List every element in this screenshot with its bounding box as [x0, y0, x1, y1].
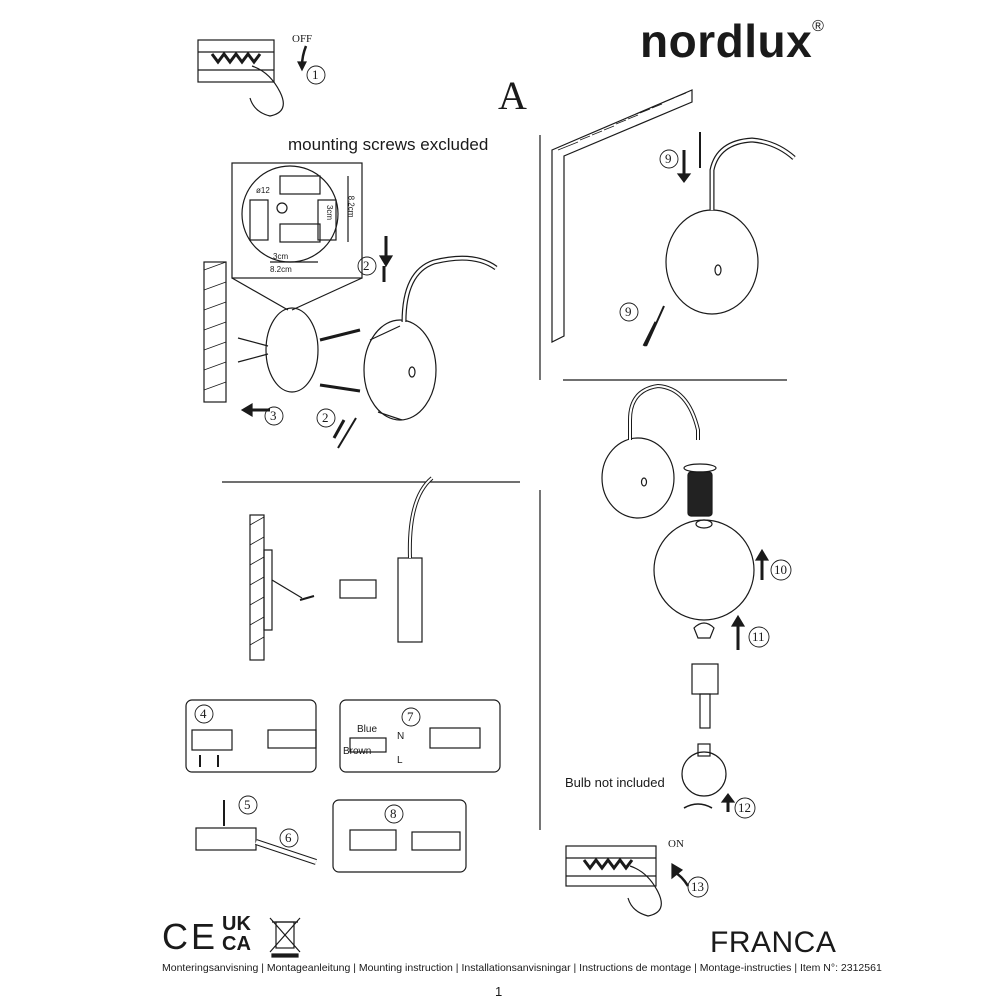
wire-label-n: N — [397, 731, 405, 742]
dim-h-small: 3cm — [273, 252, 289, 261]
lamp-assembly-illustration — [602, 386, 768, 812]
step-10: 10 — [774, 562, 787, 577]
wire-label-brown: Brown — [343, 746, 372, 757]
step-9b: 9 — [625, 304, 632, 319]
fuse-box-off-illustration — [198, 40, 306, 116]
dim-v-small: 3cm — [325, 204, 335, 221]
step-2b: 2 — [322, 410, 329, 425]
step-5: 5 — [244, 797, 251, 812]
page-number: 1 — [495, 984, 503, 999]
ukca-mark-bottom: CA — [222, 933, 251, 955]
step-13: 13 — [691, 879, 704, 894]
ce-mark: CE — [162, 916, 219, 957]
brand-name: nordlux — [640, 15, 813, 67]
step-3: 3 — [270, 408, 277, 423]
dim-h-large: 8.2cm — [270, 265, 292, 274]
fuse-box-on-illustration — [566, 846, 688, 916]
step-1: 1 — [312, 67, 319, 82]
wall-mount-illustration — [204, 262, 360, 416]
switch-on-label: ON — [668, 838, 684, 850]
step-8: 8 — [390, 806, 397, 821]
dim-v-large: 8.2cm — [346, 195, 356, 218]
wire-label-l: L — [397, 755, 403, 766]
wall-corner-illustration — [552, 90, 794, 346]
weee-bin-icon — [270, 918, 300, 957]
section-letter: A — [498, 73, 527, 118]
switch-off-label: OFF — [292, 33, 313, 45]
dimension-drawing — [232, 163, 362, 310]
screws-note: mounting screws excluded — [288, 135, 489, 154]
registered-mark: ® — [812, 18, 825, 35]
panel-step-7 — [340, 700, 500, 772]
product-name: FRANCA — [710, 926, 837, 959]
step-9a: 9 — [665, 151, 672, 166]
step-12: 12 — [738, 800, 751, 815]
step-4: 4 — [200, 706, 207, 721]
step-11: 11 — [752, 629, 765, 644]
step-7: 7 — [407, 709, 414, 724]
footer-text: Monteringsanvisning | Montageanleitung | Mounting instruction | Installationsanvisningar | Instructions de montage | Montage-instructies | Item N°: 2312561 — [162, 962, 882, 974]
side-view-illustration — [250, 478, 432, 660]
wire-label-blue: Blue — [357, 724, 378, 735]
terminal-details — [192, 728, 480, 862]
brand-logo — [640, 14, 824, 68]
ukca-mark-top: UK — [222, 913, 251, 935]
step-6: 6 — [285, 830, 292, 845]
dim-hole: ø12 — [256, 186, 270, 195]
step-2a: 2 — [363, 258, 370, 273]
bulb-note: Bulb not included — [565, 775, 665, 790]
panel-step-8 — [333, 800, 466, 872]
